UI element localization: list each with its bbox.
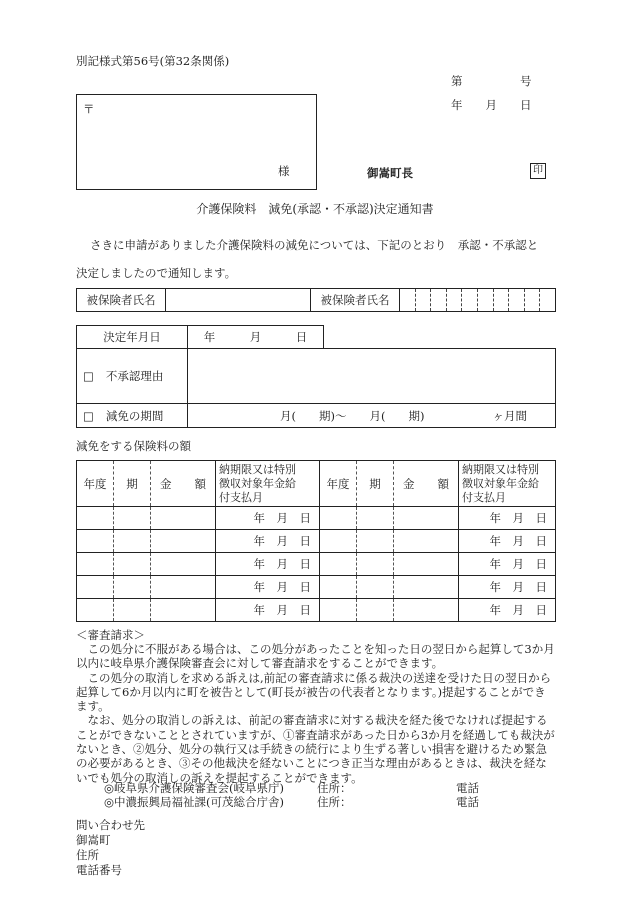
inquiry-label: 問い合わせ先 <box>76 818 145 832</box>
contact-2-org: ◎中濃振興局福祉課(可茂総合庁舎) <box>104 795 285 809</box>
period-label <box>77 404 188 428</box>
deadline-cell[interactable]: 年 月 日 <box>459 530 556 553</box>
year-cell[interactable] <box>320 530 357 553</box>
year-cell[interactable] <box>320 507 357 530</box>
notes-heading: ＜審査請求＞ <box>76 628 145 642</box>
amount-row <box>77 553 556 576</box>
col-deadline <box>216 461 320 507</box>
amount-row <box>77 507 556 530</box>
deadline-cell[interactable]: 年 月 日 <box>216 530 320 553</box>
contact-2-address: 住所： <box>317 795 352 809</box>
contact-1-address: 住所： <box>317 781 352 795</box>
year-cell[interactable] <box>77 507 114 530</box>
col-deadline-2-line-2: 徴収対象年金給 <box>462 476 539 490</box>
col-deadline-line-3: 付支払月 <box>219 490 263 504</box>
period-label-text: 減免の期間 <box>105 408 164 423</box>
insured-name-label-2: 被保険者氏名 <box>311 289 400 312</box>
col-deadline-2-line-3: 付支払月 <box>462 490 506 504</box>
year-cell[interactable] <box>77 553 114 576</box>
deadline-cell[interactable]: 年 月 日 <box>216 553 320 576</box>
insured-table <box>76 288 556 312</box>
period-months: ヶ月間 <box>492 409 527 423</box>
col-year-2: 年度 <box>320 461 357 507</box>
col-amount-2: 金 額 <box>394 461 459 507</box>
inquiry-address: 住所 <box>76 848 99 862</box>
col-amount: 金 額 <box>151 461 216 507</box>
term-cell[interactable] <box>114 530 151 553</box>
period-checkbox[interactable]: □ <box>83 408 94 423</box>
amount-cell[interactable] <box>394 599 459 622</box>
col-deadline-2-line-1: 納期限又は特別 <box>462 462 539 476</box>
amount-cell[interactable] <box>151 576 216 599</box>
postal-mark: 〒 <box>83 102 95 116</box>
insured-name-label-1: 被保険者氏名 <box>77 289 166 312</box>
deadline-cell[interactable]: 年 月 日 <box>459 599 556 622</box>
contact-2-tel: 電話 <box>456 795 479 809</box>
inquiry-town: 御嵩町 <box>76 833 111 847</box>
decision-date-label: 決定年月日 <box>77 326 188 349</box>
issue-date: 年 月 日 <box>451 98 532 112</box>
contact-1-org: ◎岐阜県介護保険審査会(岐阜県庁) <box>104 781 285 795</box>
term-cell[interactable] <box>357 599 394 622</box>
insured-number-field[interactable] <box>400 289 556 312</box>
amount-cell[interactable] <box>151 507 216 530</box>
col-deadline-2 <box>459 461 556 507</box>
amount-cell[interactable] <box>151 599 216 622</box>
deadline-cell[interactable]: 年 月 日 <box>216 507 320 530</box>
amount-row <box>77 576 556 599</box>
period-field[interactable] <box>188 404 556 428</box>
col-deadline-line-1: 納期限又は特別 <box>219 462 296 476</box>
amount-cell[interactable] <box>151 530 216 553</box>
decision-table <box>76 325 556 428</box>
deadline-cell[interactable]: 年 月 日 <box>216 599 320 622</box>
term-cell[interactable] <box>357 507 394 530</box>
form-label: 別記様式第56号(第32条関係) <box>76 54 230 68</box>
insured-name-field-1[interactable] <box>166 289 311 312</box>
term-cell[interactable] <box>357 530 394 553</box>
notes-paragraph-1: この処分に不服がある場合は、この処分があったことを知った日の翌日から起算して3か月以内に岐阜県介護保険審査会に対して審査請求をすることができます。 <box>76 642 555 671</box>
document-number: 第 号 <box>451 74 532 88</box>
year-cell[interactable] <box>320 553 357 576</box>
amount-table <box>76 460 556 622</box>
amount-cell[interactable] <box>394 507 459 530</box>
intro-line-1: さきに申請がありました介護保険料の減免については、下記のとおり 承認・不承認と <box>90 238 539 252</box>
decision-date-field[interactable]: 年 月 日 <box>188 326 324 349</box>
reject-reason-label <box>77 349 188 404</box>
term-cell[interactable] <box>114 576 151 599</box>
deadline-cell[interactable]: 年 月 日 <box>459 553 556 576</box>
sender-name: 御嵩町長 <box>367 166 413 180</box>
address-box <box>76 94 317 190</box>
contact-1-tel: 電話 <box>456 781 479 795</box>
notes-paragraph-2: この処分の取消しを求める訴えは,前記の審査請求に係る裁決の送達を受けた日の翌日から起算して6か月以内に町を被告として(町長が被告の代表者となります。)提起することができます。 <box>76 670 552 714</box>
deadline-cell[interactable]: 年 月 日 <box>459 576 556 599</box>
deadline-cell[interactable]: 年 月 日 <box>216 576 320 599</box>
col-term-2: 期 <box>357 461 394 507</box>
year-cell[interactable] <box>320 576 357 599</box>
term-cell[interactable] <box>357 553 394 576</box>
intro-line-2: 決定しましたので通知します。 <box>76 266 237 280</box>
year-cell[interactable] <box>77 599 114 622</box>
amount-heading: 減免をする保険料の額 <box>76 439 191 453</box>
honorific: 様 <box>278 164 290 178</box>
reject-checkbox[interactable]: □ <box>83 369 94 383</box>
year-cell[interactable] <box>77 576 114 599</box>
reject-reason-field[interactable] <box>188 349 556 404</box>
col-deadline-line-2: 徴収対象年金給 <box>219 476 296 490</box>
amount-cell[interactable] <box>394 576 459 599</box>
amount-cell[interactable] <box>394 530 459 553</box>
col-term: 期 <box>114 461 151 507</box>
col-year: 年度 <box>77 461 114 507</box>
term-cell[interactable] <box>357 576 394 599</box>
seal-icon: 印 <box>530 163 546 179</box>
seal-mark <box>530 162 546 179</box>
notes-body <box>76 642 556 785</box>
amount-cell[interactable] <box>151 553 216 576</box>
amount-row <box>77 599 556 622</box>
term-cell[interactable] <box>114 507 151 530</box>
inquiry-phone: 電話番号 <box>76 863 122 877</box>
reject-reason-text: 不承認理由 <box>105 369 164 383</box>
year-cell[interactable] <box>320 599 357 622</box>
year-cell[interactable] <box>77 530 114 553</box>
amount-header-row <box>77 461 556 507</box>
amount-row <box>77 530 556 553</box>
period-value: 月( 期)～ 月( 期) <box>280 409 425 423</box>
document-title: 介護保険料 減免(承認・不承認)決定通知書 <box>196 202 434 216</box>
deadline-cell[interactable]: 年 月 日 <box>459 507 556 530</box>
notes-paragraph-3: なお、処分の取消しの訴えは、前記の審査請求に対する裁決を経た後でなければ提起することができないこととされていますが、①審査請求があった日から3か月を経過しても裁決がないとき、②処分、処分の執行又は手続きの続行により生ずる著しい損害を避けるため緊急の必要があるとき、③その他裁決を経ないことにつき正当な理由があるときは、裁決を経ないでも処分の取消しの訴えを提起することができます。 <box>76 713 555 785</box>
term-cell[interactable] <box>114 553 151 576</box>
amount-cell[interactable] <box>394 553 459 576</box>
term-cell[interactable] <box>114 599 151 622</box>
